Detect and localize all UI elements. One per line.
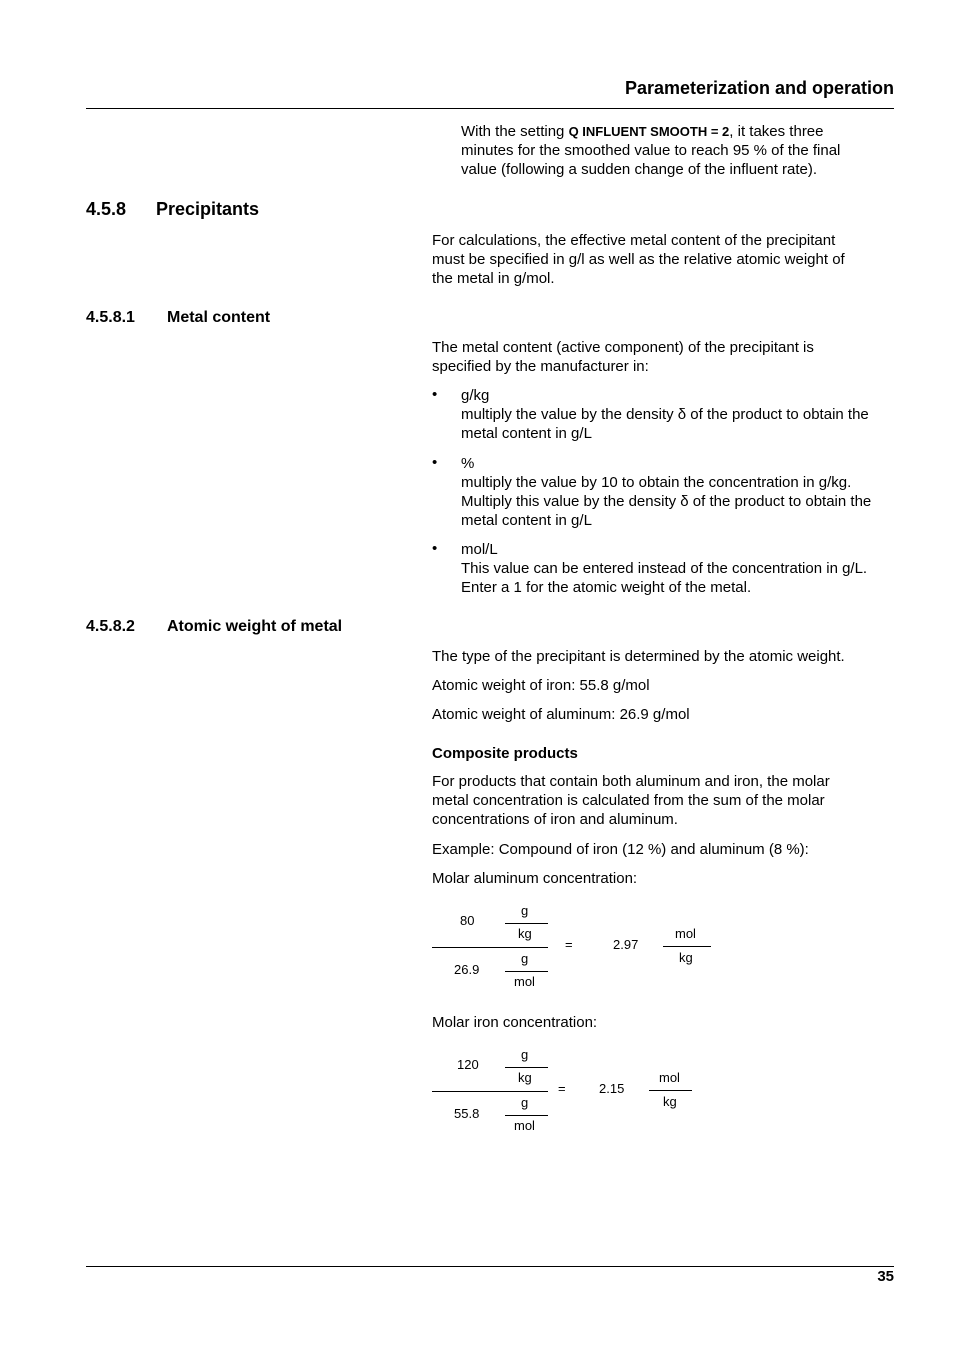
bullet-item: [461, 386, 901, 443]
fraction-line: [505, 1067, 548, 1068]
result-unit-top: mol: [675, 926, 696, 941]
paragraph: The type of the precipitant is determined by the atomic weight.: [432, 648, 845, 665]
section-number: 4.5.8.1: [86, 309, 135, 326]
intro-text-post: , it takes three: [729, 123, 824, 140]
formula-numerator-unit-top: g: [521, 903, 529, 918]
setting-name: Q INFLUENT SMOOTH = 2: [568, 124, 730, 139]
intro-text-pre: With the setting: [461, 123, 569, 140]
bullet-marker: •: [432, 454, 438, 471]
paragraph-line: must be specified in g/l as well as the relative atomic weight of: [432, 251, 845, 268]
bullet-line: Multiply this value by the density δ of the product to obtain the: [461, 493, 872, 510]
formula-numerator-unit-top: g: [521, 1047, 529, 1062]
bullet-line: mol/L: [461, 541, 498, 558]
paragraph-line: For products that contain both aluminum and iron, the molar: [432, 773, 830, 790]
formula-denominator-unit-top: g: [521, 951, 529, 966]
fraction-line: [505, 971, 548, 972]
formula-numerator-unit-bottom: kg: [518, 926, 532, 941]
precipitants-paragraph: [432, 231, 902, 288]
fraction-line: [663, 946, 711, 947]
formula-denominator-value: 55.8: [454, 1106, 480, 1121]
paragraph: Atomic weight of iron: 55.8 g/mol: [432, 677, 650, 694]
fraction-line: [505, 1115, 548, 1116]
formula-denominator-unit-bottom: mol: [514, 974, 535, 989]
section-title: Atomic weight of metal: [167, 618, 343, 635]
paragraph-line: concentrations of iron and aluminum.: [432, 811, 678, 828]
formula-result: 2.15: [599, 1081, 625, 1096]
bullet-item: [461, 454, 901, 530]
bullet-item: [461, 540, 901, 597]
paragraph-line: the metal in g/mol.: [432, 270, 555, 287]
bullet-line: This value can be entered instead of the concentration in g/L.: [461, 560, 868, 577]
equals-sign: =: [565, 937, 573, 952]
result-unit-top: mol: [659, 1070, 680, 1085]
intro-line: value (following a sudden change of the influent rate).: [461, 161, 818, 178]
intro-paragraph: [461, 122, 901, 179]
bullet-line: multiply the value by the density δ of the product to obtain the: [461, 406, 869, 423]
formula-numerator-value: 120: [457, 1057, 479, 1072]
section-heading-metal-content: [86, 309, 270, 327]
formula-result: 2.97: [613, 937, 639, 952]
bullet-marker: •: [432, 386, 438, 403]
paragraph-line: For calculations, the effective metal content of the precipitant: [432, 232, 836, 249]
bullet-line: g/kg: [461, 387, 490, 404]
bullet-line: metal content in g/L: [461, 425, 592, 442]
formula-denominator-unit-bottom: mol: [514, 1118, 535, 1133]
fraction-line: [505, 923, 548, 924]
bullet-line: metal content in g/L: [461, 512, 592, 529]
composite-paragraph: [432, 772, 902, 829]
section-heading-atomic-weight: [86, 618, 342, 636]
main-fraction-line: [432, 1091, 548, 1092]
section-number: 4.5.8.2: [86, 618, 135, 635]
molar-iron-label: Molar iron concentration:: [432, 1014, 598, 1031]
paragraph-line: specified by the manufacturer in:: [432, 358, 649, 375]
section-title: Metal content: [167, 309, 271, 326]
footer-rule: [86, 1266, 894, 1267]
equals-sign: =: [558, 1081, 566, 1096]
bullet-marker: •: [432, 540, 438, 557]
subheading-composite-products: Composite products: [432, 745, 578, 762]
bullet-line: %: [461, 455, 475, 472]
running-header: Parameterization and operation: [624, 78, 894, 98]
formula-denominator-unit-top: g: [521, 1095, 529, 1110]
section-heading-precipitants: [86, 199, 259, 220]
section-number: 4.5.8: [86, 199, 127, 219]
main-fraction-line: [432, 947, 548, 948]
section-title: Precipitants: [156, 199, 260, 219]
formula-numerator-unit-bottom: kg: [518, 1070, 532, 1085]
formula-denominator-value: 26.9: [454, 962, 480, 977]
intro-line: minutes for the smoothed value to reach 95 % of the final: [461, 142, 841, 159]
example-text: Example: Compound of iron (12 %) and aluminum (8 %):: [432, 841, 809, 858]
fraction-line: [649, 1090, 692, 1091]
metal-content-intro: [432, 338, 902, 376]
paragraph-line: The metal content (active component) of the precipitant is: [432, 339, 814, 356]
bullet-line: Enter a 1 for the atomic weight of the metal.: [461, 579, 752, 596]
result-unit-bottom: kg: [679, 950, 693, 965]
formula-numerator-value: 80: [460, 913, 475, 928]
header-rule: [86, 108, 894, 109]
paragraph-line: metal concentration is calculated from the sum of the molar: [432, 792, 825, 809]
molar-aluminum-label: Molar aluminum concentration:: [432, 870, 638, 887]
paragraph: Atomic weight of aluminum: 26.9 g/mol: [432, 706, 690, 723]
page-number: 35: [877, 1268, 894, 1285]
bullet-line: multiply the value by 10 to obtain the concentration in g/kg.: [461, 474, 852, 491]
result-unit-bottom: kg: [663, 1094, 677, 1109]
